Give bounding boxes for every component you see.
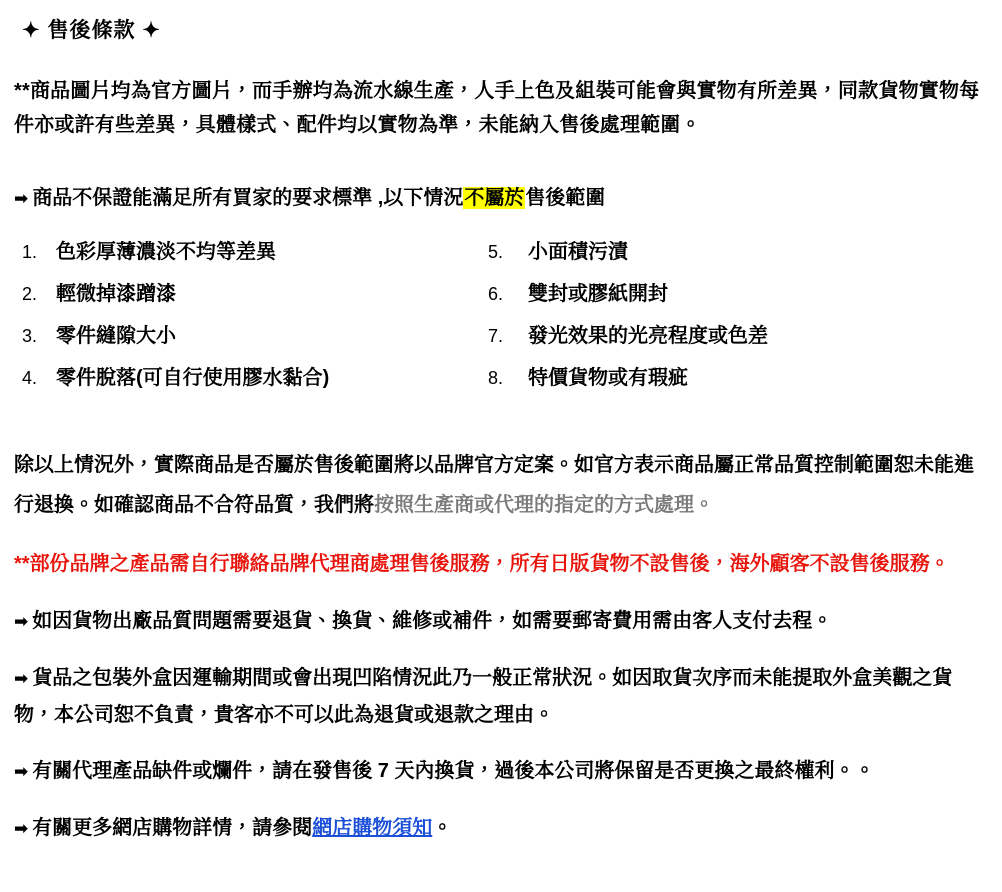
list-item-label: 零件縫隙大小 [56,325,176,347]
list-item-label: 特價貨物或有瑕疵 [528,367,688,389]
list-item-number: 6. [488,284,504,304]
arrow-right-icon: ➡ [14,612,29,632]
list-item-label: 色彩厚薄濃淡不均等差異 [56,241,276,263]
list-item-number: 8. [488,368,504,388]
policy-paragraph-part2: 按照生產商或代理的指定的方式處理。 [374,494,714,516]
scope-line-before: 商品不保證能滿足所有買家的要求標準 ,以下情況 [32,187,464,209]
intro-paragraph: **商品圖片均為官方圖片，而手辦均為流水線生產，人手上色及組裝可能會與實物有所差異，同款貨物實物每件亦或許有些差異，具體樣式、配件均以實物為準，未能納入售後處理範圍。 [14,80,980,136]
list-item-number: 5. [488,242,504,262]
exclusion-lists [14,231,988,399]
note-text: 如因貨物出廠品質問題需要退貨、換貨、維修或補件，如需要郵寄費用需由客人支付去程。 [32,610,833,632]
list-item-number: 7. [488,326,504,346]
star-icon-right: ✦ [142,19,161,42]
exclusion-list-right [482,231,982,399]
star-icon-left: ✦ [22,19,41,42]
list-item [482,273,982,315]
scope-line [14,182,988,215]
note-text: 有關代理產品缺件或爛件，請在發售後 7 天內換貨，過後本公司將保留是否更換之最終權利。。 [32,760,875,782]
note-text-after: 。 [432,817,453,839]
list-item-label: 零件脫落(可自行使用膠水黏合) [56,367,330,389]
note-item [14,753,988,790]
scope-highlight: 不屬於 [464,187,525,209]
arrow-right-icon: ➡ [14,669,29,689]
scope-line-after: 售後範圍 [525,187,606,209]
list-item [482,231,982,273]
notes-section [14,603,988,847]
list-item-number: 4. [22,368,38,388]
list-item-number: 1. [22,242,38,262]
note-item-link [14,810,988,847]
list-item [22,231,482,273]
note-text: 貨品之包裝外盒因運輸期間或會出現凹陷情況此乃一般正常狀況。如因取貨次序而未能提取外盒美觀之貨物，本公司恕不負責，貴客亦不可以此為退貨或退款之理由。 [14,667,953,726]
list-item [22,315,482,357]
page-title [22,14,988,44]
list-item [482,315,982,357]
arrow-right-icon: ➡ [14,819,29,839]
note-item [14,603,988,640]
list-item-label: 小面積污漬 [528,241,628,263]
list-item-number: 3. [22,326,38,346]
list-item-label: 發光效果的光亮程度或色差 [528,325,768,347]
note-item [14,660,988,733]
list-item [22,273,482,315]
list-item-label: 雙封或膠紙開封 [528,283,668,305]
page-title-text: 售後條款 [47,19,136,42]
note-text-before: 有關更多網店購物詳情，請參閱 [32,817,313,839]
list-item-number: 2. [22,284,38,304]
shopping-guide-link[interactable]: 網店購物須知 [312,817,433,839]
list-item-label: 輕微掉漆蹭漆 [56,283,176,305]
red-warning-paragraph: **部份品牌之產品需自行聯絡品牌代理商處理售後服務，所有日版貨物不設售後，海外顧客不設售後服務。 [14,553,950,575]
list-item [482,357,982,399]
arrow-right-icon: ➡ [14,189,29,209]
list-item [22,357,482,399]
policy-paragraph [14,445,988,525]
policy-paragraph-part1: 除以上情況外，實際商品是否屬於售後範圍將以品牌官方定案。如官方表示商品屬正常品質控制範圍恕未能進行退換。如確認商品不合符品質，我們將 [14,454,974,516]
exclusion-list-left [14,231,482,399]
arrow-right-icon: ➡ [14,762,29,782]
